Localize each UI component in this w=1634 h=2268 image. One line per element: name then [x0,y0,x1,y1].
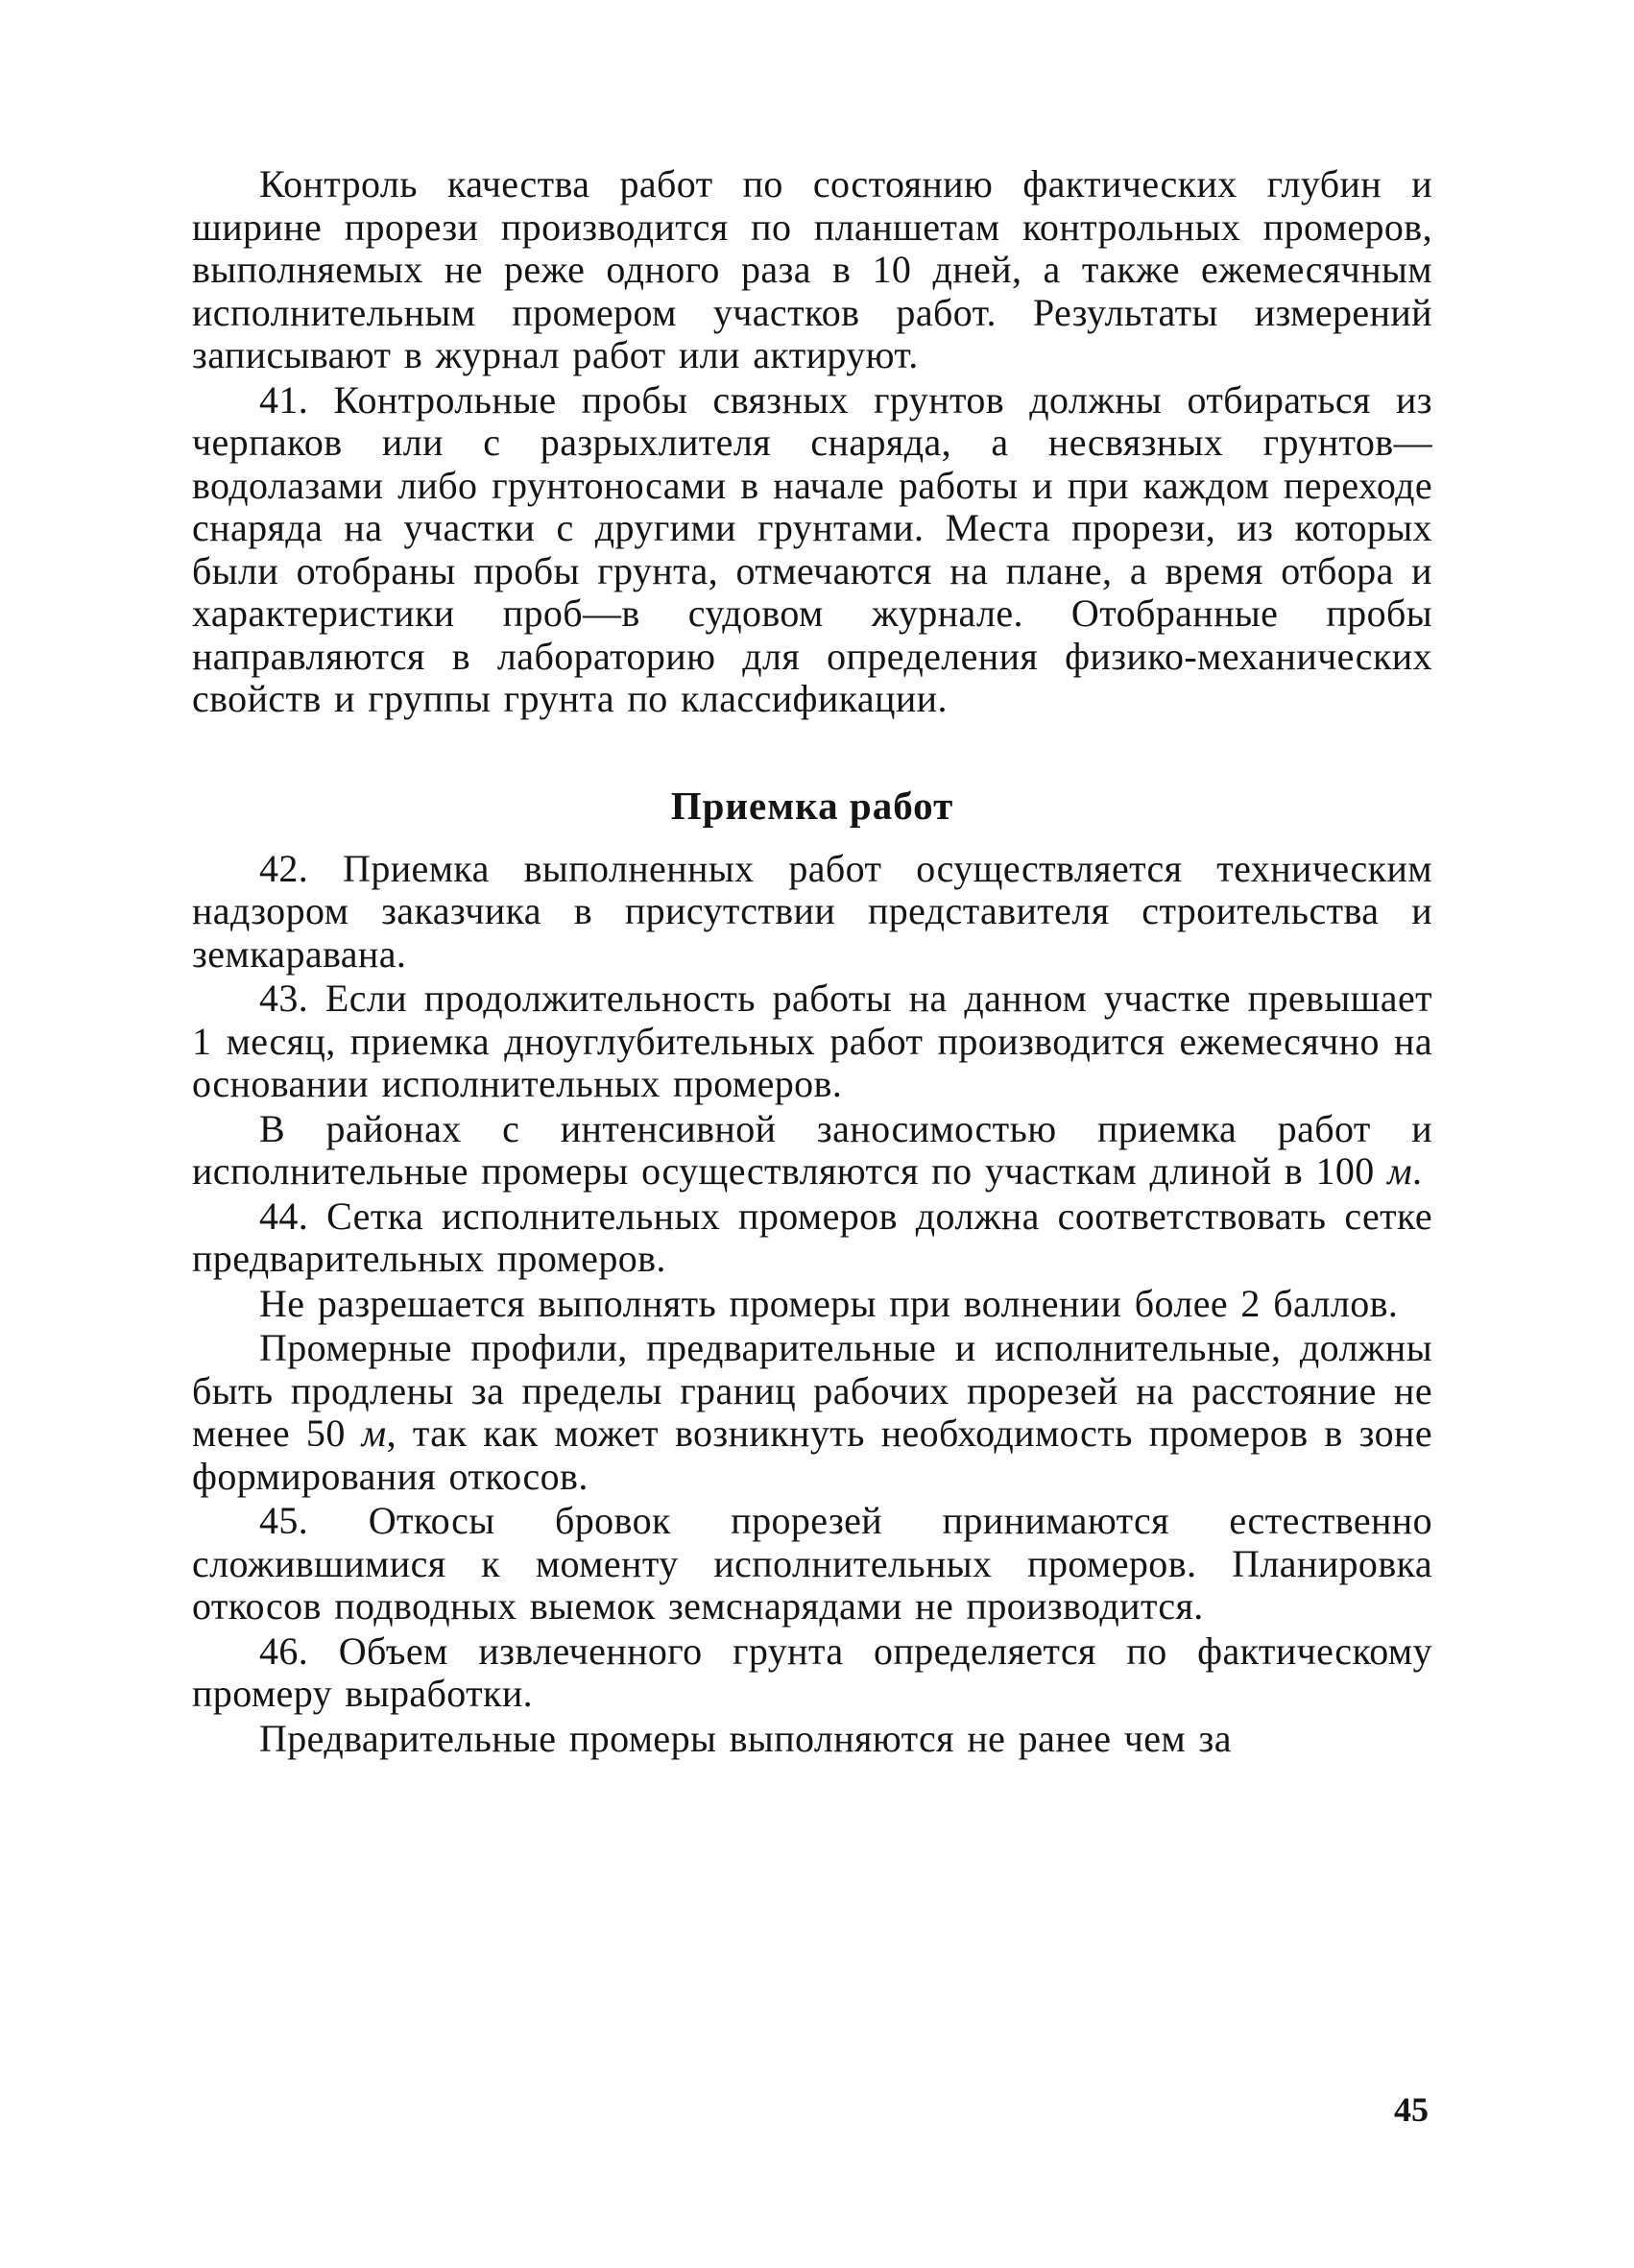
paragraph-44: 44. Сетка исполнительных промеров должна соответствовать сетке предварительных промеров. [192,1194,1432,1280]
paragraph-quality-control: Контроль качества работ по состоянию фактических глубин и ширине прорези производится по планшетам контрольных промеров, выполняемых не реже одного раза в 10 дней, а также ежемесячным исполнительным промером участков работ. Результаты измерений записывают в журнал работ или актируют. [192,162,1432,376]
paragraph-45: 45. Откосы бровок прорезей принимаются естественно сложившимися к моменту исполнительных промеров. Планировка откосов подводных выемок земснарядами не производится. [192,1499,1432,1628]
page-number: 45 [1394,2090,1429,2129]
paragraph-46: 46. Объем извлеченного грунта определяется по фактическому промеру выработки. [192,1629,1432,1715]
paragraph-43-sediment: В районах с интенсивной заносимостью приемка работ и исполнительные промеры осуществляются по участкам длиной в 100 м. [192,1106,1432,1193]
paragraph-43: 43. Если продолжительность работы на данном участке превышает 1 месяц, приемка дноуглубительных работ производится ежемесячно на основании исполнительных промеров. [192,977,1432,1105]
paragraph-41: 41. Контрольные пробы связных грунтов должны отбираться из черпаков или с разрыхлителя снаряда, а несвязных грунтов—водолазами либо грунтоносами в начале работы и при каждом переходе снаряда на участки с другими грунтами. Места прорези, из которых были отобраны пробы грунта, отмечаются на плане, а время отбора и характеристики проб—в судовом журнале. Отобранные пробы направляются в лабораторию для определения физико-механических свойств и группы грунта по классификации. [192,377,1432,720]
document-page [192,163,1432,1762]
section-heading: Приемка работ [670,783,954,828]
paragraph-44-waves: Не разрешается выполнять промеры при волнении более 2 баллов. [259,1281,1399,1325]
paragraph-42: 42. Приемка выполненных работ осуществляется техническим надзором заказчика в присутствии представителя строительства и земкаравана. [192,846,1432,976]
paragraph-44-profiles: Промерные профили, предварительные и исполнительные, должны быть продлены за пределы границ рабочих прорезей на расстояние не менее 50 м, так как может возникнуть необходимость промеров в зоне формирования откосов. [192,1326,1432,1498]
paragraph-46-preliminary: Предварительные промеры выполняются не ранее чем за [259,1716,1232,1760]
